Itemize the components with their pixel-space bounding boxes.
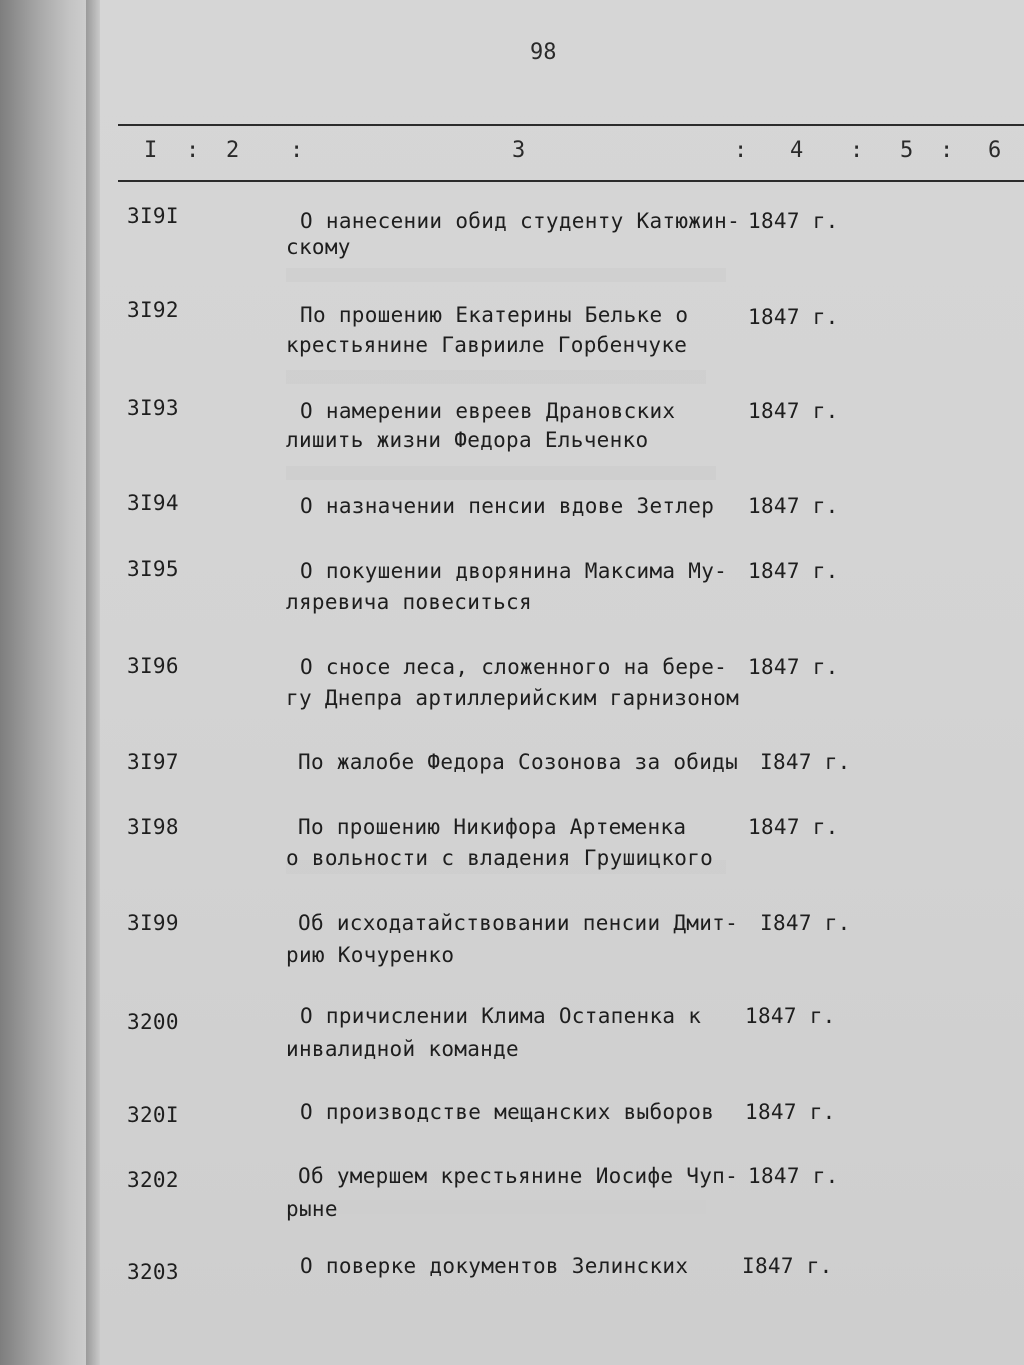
entry-title-line: лишить жизни Федора Ельченко (286, 428, 649, 452)
column-header-2: 2 (226, 138, 240, 163)
entry-title-line: ляревича повеситься (286, 590, 532, 614)
entry-title-line: рию Кочуренко (286, 943, 455, 967)
entry-title-line: О поверке документов Зелинских (300, 1254, 689, 1278)
entry-title-line: О производстве мещанских выборов (300, 1100, 715, 1124)
entry-number: 3I98 (127, 815, 179, 839)
entry-year: 1847 г. (748, 815, 839, 839)
column-separator: : (186, 138, 200, 163)
entry-number: 3I94 (127, 491, 179, 515)
entry-year: I847 г. (760, 750, 851, 774)
entry-title-line: О покушении дворянина Максима Му- (300, 559, 728, 583)
bleed-through-line (286, 1200, 706, 1214)
entry-title-line: По прошению Екатерины Бельке о (300, 303, 689, 327)
column-separator: : (290, 138, 304, 163)
entry-title-line: О назначении пенсии вдове Зетлер (300, 494, 715, 518)
entry-number: 3I95 (127, 557, 179, 581)
entry-title-line: О нанесении обид студенту Катюжин- (300, 209, 741, 233)
entry-title-line: крестьянине Гавриилe Горбенчуке (286, 333, 688, 357)
column-separator: : (734, 138, 748, 163)
entry-title-line: о вольности с владения Грушицкого (286, 846, 714, 870)
entry-title-line: По жалобе Федора Созонова за обиды (298, 750, 739, 774)
entry-title-line: О причислении Клима Остапенка к (300, 1004, 702, 1028)
entry-title-line: скому (286, 235, 351, 259)
entry-title-line: гу Днепра артиллерийским гарнизоном (286, 686, 740, 710)
column-header-6: 6 (988, 138, 1002, 163)
entry-number: 3I96 (127, 654, 179, 678)
entry-title-line: О сносе леса, сложенного на бере- (300, 655, 728, 679)
entry-year: I847 г. (742, 1254, 833, 1278)
entry-title-line: По прошению Никифора Артеменка (298, 815, 687, 839)
entry-title-line: рыне (286, 1197, 338, 1221)
entry-number: 3I93 (127, 396, 179, 420)
entry-title-line: Об умершем крестьянине Иосифе Чуп- (298, 1164, 739, 1188)
entry-number: 320I (127, 1103, 179, 1127)
entry-number: 3202 (127, 1168, 179, 1192)
entry-year: 1847 г. (748, 559, 839, 583)
column-header-4: 4 (790, 138, 804, 163)
entry-year: 1847 г. (745, 1004, 836, 1028)
header-rule-top (118, 124, 1024, 126)
bleed-through-line (286, 370, 706, 384)
entry-year: 1847 г. (748, 209, 839, 233)
entry-year: 1847 г. (748, 399, 839, 423)
entry-number: 3I99 (127, 911, 179, 935)
entry-number: 3I9I (127, 204, 179, 228)
entry-year: 1847 г. (745, 1100, 836, 1124)
entry-number: 3200 (127, 1010, 179, 1034)
bleed-through-line (286, 268, 726, 282)
entry-year: 1847 г. (748, 305, 839, 329)
entry-number: 3I97 (127, 750, 179, 774)
column-header-3: 3 (512, 138, 526, 163)
column-header-1: I (144, 138, 158, 163)
column-separator: : (850, 138, 864, 163)
entry-number: 3203 (127, 1260, 179, 1284)
header-rule-bottom (118, 180, 1024, 182)
entry-title-line: О намерении евреев Драновских (300, 399, 676, 423)
entry-year: 1847 г. (748, 494, 839, 518)
column-separator: : (940, 138, 954, 163)
page-number: 98 (530, 40, 557, 65)
entry-year: I847 г. (760, 911, 851, 935)
column-header-5: 5 (900, 138, 914, 163)
bleed-through-line (286, 466, 716, 480)
entry-year: 1847 г. (748, 1164, 839, 1188)
entry-number: 3I92 (127, 298, 179, 322)
entry-title-line: инвалидной команде (286, 1037, 519, 1061)
entry-title-line: Об исходатайствовании пенсии Дмит- (298, 911, 739, 935)
entry-year: 1847 г. (748, 655, 839, 679)
